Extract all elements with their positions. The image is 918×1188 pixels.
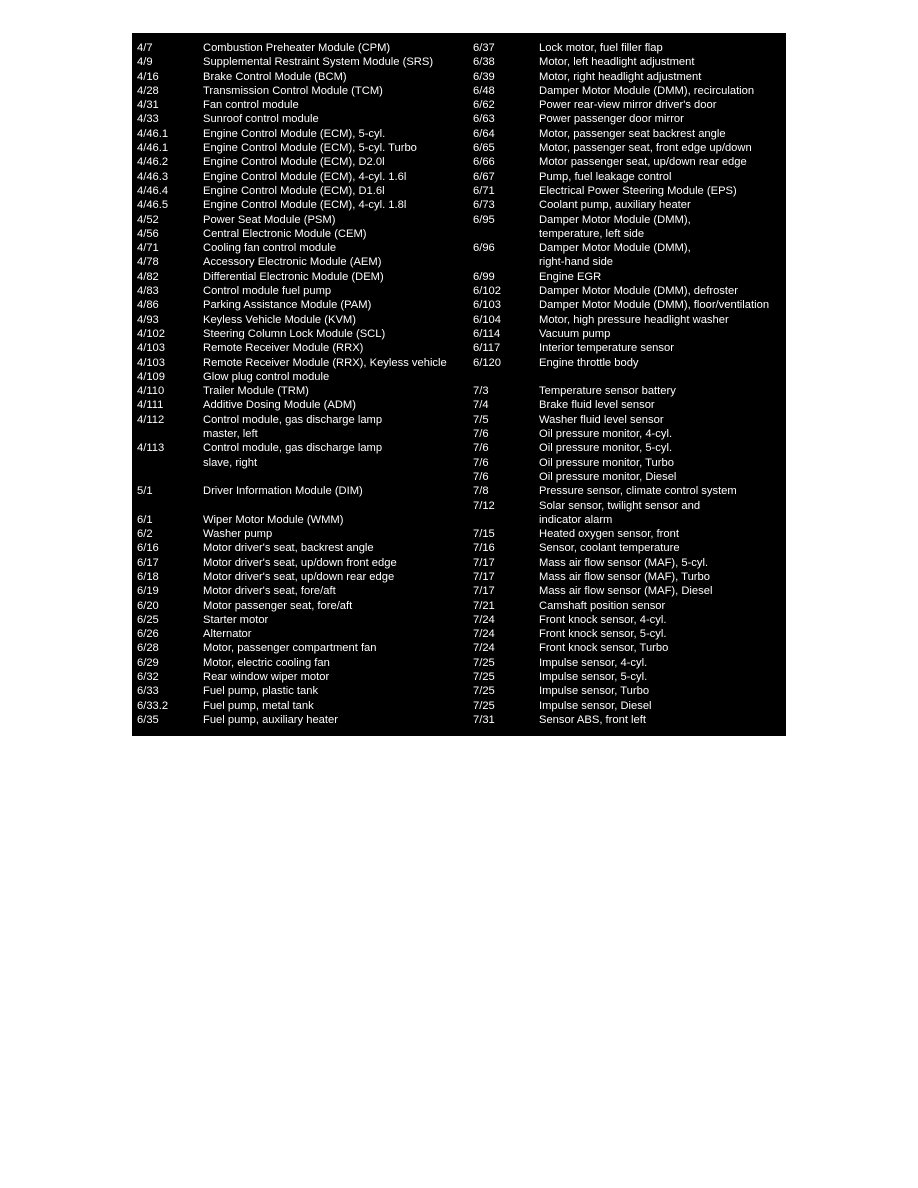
component-code: 4/46.5 (137, 199, 169, 212)
component-code: 6/48 (473, 84, 495, 97)
component-code: 6/20 (137, 599, 159, 612)
component-description: Temperature sensor battery (539, 385, 676, 398)
component-code: 6/73 (473, 199, 495, 212)
legend-row (473, 384, 783, 398)
legend-row (137, 570, 473, 584)
component-code: 6/65 (473, 142, 495, 155)
component-code: 6/95 (473, 213, 495, 226)
component-code: 4/110 (137, 385, 165, 398)
component-description: Additive Dosing Module (ADM) (203, 399, 356, 412)
legend-row (137, 155, 473, 169)
legend-row (137, 370, 473, 384)
component-description: Mass air flow sensor (MAF), 5-cyl. (539, 556, 709, 569)
legend-row (473, 570, 783, 584)
component-code: 7/25 (473, 656, 495, 669)
component-description: Motor driver's seat, backrest angle (203, 542, 374, 555)
legend-row (137, 313, 473, 327)
legend-row (473, 341, 783, 355)
legend-row (137, 441, 473, 455)
legend-row (137, 413, 473, 427)
legend-row (137, 627, 473, 641)
component-code: 6/16 (137, 542, 159, 555)
component-description: Mass air flow sensor (MAF), Turbo (539, 570, 710, 583)
component-description: Motor driver's seat, up/down front edge (203, 556, 397, 569)
component-description: Brake Control Module (BCM) (203, 70, 347, 83)
component-code: 6/17 (137, 556, 159, 569)
component-code: 7/24 (473, 628, 495, 641)
component-description: Pump, fuel leakage control (539, 170, 672, 183)
legend-row (473, 127, 783, 141)
legend-row (137, 213, 473, 227)
component-code: 4/9 (137, 56, 153, 69)
legend-row (473, 198, 783, 212)
component-code: 4/109 (137, 370, 165, 383)
legend-row (473, 499, 783, 513)
component-description: Heated oxygen sensor, front (539, 528, 679, 541)
legend-row (473, 284, 783, 298)
component-description: Motor, passenger seat backrest angle (539, 127, 726, 140)
component-description: Engine Control Module (ECM), 4-cyl. 1.8l (203, 199, 407, 212)
component-description: Front knock sensor, Turbo (539, 642, 669, 655)
component-description: Sunroof control module (203, 113, 319, 126)
component-code: 4/56 (137, 227, 159, 240)
legend-row (473, 584, 783, 598)
component-code: 6/32 (137, 671, 159, 684)
component-description: Power passenger door mirror (539, 113, 684, 126)
component-code: 4/93 (137, 313, 159, 326)
legend-row (473, 641, 783, 655)
legend-row (137, 527, 473, 541)
legend-row (137, 55, 473, 69)
legend-row (137, 699, 473, 713)
component-code: 4/28 (137, 84, 159, 97)
legend-row (137, 227, 473, 241)
legend-row (473, 84, 783, 98)
legend-row (137, 112, 473, 126)
component-code: 6/66 (473, 156, 495, 169)
component-description: Motor passenger seat, fore/aft (203, 599, 353, 612)
legend-row (473, 556, 783, 570)
legend-row (473, 441, 783, 455)
legend-row (473, 170, 783, 184)
legend-row (137, 284, 473, 298)
component-code: 6/71 (473, 184, 495, 197)
legend-row (137, 98, 473, 112)
component-description: Lock motor, fuel filler flap (539, 42, 663, 54)
component-description: slave, right (203, 456, 258, 469)
component-description: Interior temperature sensor (539, 342, 674, 355)
legend-row (137, 613, 473, 627)
component-description: temperature, left side (539, 227, 645, 240)
component-code: 6/63 (473, 113, 495, 126)
component-description: Damper Motor Module (DMM), (539, 213, 691, 226)
component-code: 6/117 (473, 342, 501, 355)
component-code: 4/46.3 (137, 170, 169, 183)
legend-row (473, 184, 783, 198)
legend-row (473, 656, 783, 670)
legend-row (473, 241, 783, 255)
legend-row (473, 541, 783, 555)
component-code: 6/1 (137, 513, 153, 526)
legend-row (137, 427, 473, 441)
component-code: 6/33 (137, 685, 159, 698)
component-code: 4/103 (137, 356, 165, 369)
legend-row (473, 112, 783, 126)
legend-row (473, 213, 783, 227)
component-description: Oil pressure monitor, 5-cyl. (539, 442, 673, 455)
component-description: Front knock sensor, 4-cyl. (539, 613, 667, 626)
component-code: 6/39 (473, 70, 495, 83)
component-description: Driver Information Module (DIM) (203, 485, 363, 498)
component-code: 4/103 (137, 342, 165, 355)
legend-row (137, 541, 473, 555)
component-code: 7/6 (473, 456, 489, 469)
component-description: Mass air flow sensor (MAF), Diesel (539, 585, 713, 598)
legend-row (137, 356, 473, 370)
component-description: Control module, gas discharge lamp (203, 413, 383, 426)
component-description: Damper Motor Module (DMM), (539, 242, 691, 255)
legend-row (473, 484, 783, 498)
legend-row (473, 356, 783, 370)
legend-row (473, 298, 783, 312)
legend-row (473, 713, 783, 727)
component-description: Combustion Preheater Module (CPM) (203, 42, 391, 54)
component-description: Motor, electric cooling fan (203, 656, 330, 669)
component-code: 7/17 (473, 570, 495, 583)
component-description: Steering Column Lock Module (SCL) (203, 327, 386, 340)
legend-row (137, 656, 473, 670)
component-description: Remote Receiver Module (RRX) (203, 342, 364, 355)
component-description: Motor, right headlight adjustment (539, 70, 702, 83)
legend-row (473, 599, 783, 613)
legend-row (137, 384, 473, 398)
component-code: 6/19 (137, 585, 159, 598)
component-description: Coolant pump, auxiliary heater (539, 199, 691, 212)
legend-row (137, 84, 473, 98)
component-code: 4/113 (137, 442, 165, 455)
component-code: 6/62 (473, 99, 495, 112)
component-description: Fuel pump, plastic tank (203, 685, 319, 698)
legend-column-right (473, 41, 783, 727)
component-code: 6/35 (137, 713, 159, 726)
component-code: 6/120 (473, 356, 501, 369)
legend-row (137, 556, 473, 570)
component-code: 4/102 (137, 327, 165, 340)
legend-row (137, 298, 473, 312)
component-description: Motor, passenger seat, front edge up/down (539, 142, 752, 155)
component-description: Damper Motor Module (DMM), recirculation (539, 84, 755, 97)
legend-row (137, 513, 473, 527)
component-description: Impulse sensor, Diesel (539, 699, 652, 712)
component-code: 7/15 (473, 528, 495, 541)
component-code: 4/46.2 (137, 156, 169, 169)
component-description: Alternator (203, 628, 252, 641)
component-code: 4/52 (137, 213, 159, 226)
component-description: Oil pressure monitor, Turbo (539, 456, 674, 469)
component-description: Oil pressure monitor, Diesel (539, 470, 677, 483)
component-code: 4/78 (137, 256, 159, 269)
component-description: Damper Motor Module (DMM), floor/ventilation (539, 299, 770, 312)
component-code: 4/46.4 (137, 184, 169, 197)
legend-row (137, 184, 473, 198)
legend-row (137, 70, 473, 84)
legend-row (473, 270, 783, 284)
legend-row (137, 241, 473, 255)
component-description: Sensor ABS, front left (539, 713, 646, 726)
component-description: Brake fluid level sensor (539, 399, 655, 412)
component-code: 4/46.1 (137, 142, 169, 155)
legend-row (137, 584, 473, 598)
component-code: 7/25 (473, 699, 495, 712)
component-code: 4/82 (137, 270, 159, 283)
component-description: Motor, high pressure headlight washer (539, 313, 729, 326)
component-description: Engine Control Module (ECM), 4-cyl. 1.6l (203, 170, 407, 183)
component-description: right-hand side (539, 256, 614, 269)
component-description: Motor driver's seat, up/down rear edge (203, 570, 395, 583)
legend-row (473, 456, 783, 470)
component-code: 6/114 (473, 327, 501, 340)
component-description: Fuel pump, metal tank (203, 699, 314, 712)
component-code: 6/102 (473, 285, 501, 298)
component-code: 7/3 (473, 385, 489, 398)
component-code: 7/17 (473, 585, 495, 598)
legend-row (137, 670, 473, 684)
component-code: 7/31 (473, 713, 495, 726)
component-code: 4/7 (137, 42, 153, 54)
component-description: Power Seat Module (PSM) (203, 213, 336, 226)
component-code: 7/8 (473, 485, 489, 498)
legend-row (137, 327, 473, 341)
component-description: Transmission Control Module (TCM) (203, 84, 383, 97)
component-description: Washer fluid level sensor (539, 413, 664, 426)
component-code: 6/64 (473, 127, 495, 140)
component-code: 6/2 (137, 528, 153, 541)
legend-row (137, 499, 473, 513)
legend-row (473, 513, 783, 527)
legend-row (473, 427, 783, 441)
legend-row (137, 270, 473, 284)
legend-row (137, 398, 473, 412)
component-description: Power rear-view mirror driver's door (539, 99, 717, 112)
legend-row (137, 255, 473, 269)
component-description: master, left (203, 428, 258, 441)
component-code: 6/26 (137, 628, 159, 641)
component-code: 6/96 (473, 242, 495, 255)
legend-row (473, 327, 783, 341)
component-description: Motor passenger seat, up/down rear edge (539, 156, 747, 169)
component-description: Engine Control Module (ECM), 5-cyl. (203, 127, 386, 140)
legend-row (473, 155, 783, 169)
legend-row (473, 55, 783, 69)
component-code: 7/4 (473, 399, 489, 412)
component-code: 5/1 (137, 485, 153, 498)
component-description: Central Electronic Module (CEM) (203, 227, 367, 240)
legend-row (137, 41, 473, 55)
component-code: 7/6 (473, 442, 489, 455)
component-code: 7/5 (473, 413, 489, 426)
legend-row (473, 413, 783, 427)
component-code: 7/21 (473, 599, 495, 612)
legend-row (137, 456, 473, 470)
component-code: 6/18 (137, 570, 159, 583)
legend-row (473, 699, 783, 713)
legend-row (137, 141, 473, 155)
component-description: Solar sensor, twilight sensor and (539, 499, 701, 512)
legend-row (473, 370, 783, 384)
component-description: Supplemental Restraint System Module (SRS) (203, 56, 434, 69)
component-description: Washer pump (203, 528, 273, 541)
legend-row (137, 127, 473, 141)
component-description: Trailer Module (TRM) (203, 385, 309, 398)
component-code: 7/16 (473, 542, 495, 555)
legend-row (137, 599, 473, 613)
component-description: Engine Control Module (ECM), D1.6l (203, 184, 385, 197)
component-description: Motor, passenger compartment fan (203, 642, 377, 655)
component-description: Starter motor (203, 613, 269, 626)
component-description: Accessory Electronic Module (AEM) (203, 256, 382, 269)
component-description: Fan control module (203, 99, 299, 112)
component-description: Pressure sensor, climate control system (539, 485, 737, 498)
component-code: 7/25 (473, 685, 495, 698)
component-code: 7/24 (473, 613, 495, 626)
legend-row (137, 341, 473, 355)
component-description: Control module, gas discharge lamp (203, 442, 383, 455)
legend-row (473, 41, 783, 55)
component-legend-panel (132, 33, 786, 736)
legend-row (137, 170, 473, 184)
component-description: indicator alarm (539, 513, 613, 526)
component-code: 6/103 (473, 299, 501, 312)
component-description: Oil pressure monitor, 4-cyl. (539, 428, 673, 441)
component-code: 6/37 (473, 42, 495, 54)
legend-row (473, 313, 783, 327)
component-description: Parking Assistance Module (PAM) (203, 299, 372, 312)
component-description: Sensor, coolant temperature (539, 542, 680, 555)
component-code: 7/24 (473, 642, 495, 655)
component-code: 4/31 (137, 99, 159, 112)
legend-row (137, 684, 473, 698)
legend-row (473, 527, 783, 541)
component-description: Glow plug control module (203, 370, 330, 383)
legend-row (473, 684, 783, 698)
component-description: Impulse sensor, 5-cyl. (539, 671, 648, 684)
component-code: 7/17 (473, 556, 495, 569)
component-code: 4/111 (137, 399, 164, 412)
component-code: 6/25 (137, 613, 159, 626)
component-description: Vacuum pump (539, 327, 611, 340)
legend-row (473, 70, 783, 84)
component-code: 4/112 (137, 413, 165, 426)
component-code: 4/46.1 (137, 127, 169, 140)
component-description: Front knock sensor, 5-cyl. (539, 628, 667, 641)
legend-row (473, 227, 783, 241)
component-code: 4/33 (137, 113, 159, 126)
component-description: Control module fuel pump (203, 285, 332, 298)
component-description: Impulse sensor, 4-cyl. (539, 656, 648, 669)
component-code: 4/83 (137, 285, 159, 298)
component-description: Differential Electronic Module (DEM) (203, 270, 384, 283)
legend-row (473, 470, 783, 484)
component-description: Keyless Vehicle Module (KVM) (203, 313, 356, 326)
legend-row (137, 198, 473, 212)
legend-row (137, 713, 473, 727)
legend-row (473, 255, 783, 269)
legend-row (137, 484, 473, 498)
legend-row (473, 98, 783, 112)
component-code: 6/67 (473, 170, 495, 183)
component-description: Wiper Motor Module (WMM) (203, 513, 344, 526)
component-description: Engine throttle body (539, 356, 639, 369)
component-code: 6/104 (473, 313, 501, 326)
component-description: Rear window wiper motor (203, 671, 330, 684)
legend-row (473, 613, 783, 627)
component-code: 7/6 (473, 428, 489, 441)
component-description: Electrical Power Steering Module (EPS) (539, 184, 737, 197)
component-code: 6/38 (473, 56, 495, 69)
component-description: Damper Motor Module (DMM), defroster (539, 285, 738, 298)
legend-row (473, 141, 783, 155)
component-description: Cooling fan control module (203, 242, 337, 255)
component-code: 6/33.2 (137, 699, 169, 712)
component-code: 4/86 (137, 299, 159, 312)
legend-row (137, 470, 473, 484)
component-description: Impulse sensor, Turbo (539, 685, 650, 698)
component-description: Fuel pump, auxiliary heater (203, 713, 338, 726)
component-description: Engine EGR (539, 270, 602, 283)
legend-row (473, 670, 783, 684)
component-code: 6/99 (473, 270, 495, 283)
component-code: 6/29 (137, 656, 159, 669)
component-description: Motor driver's seat, fore/aft (203, 585, 336, 598)
legend-row (137, 641, 473, 655)
component-code: 7/12 (473, 499, 495, 512)
component-code: 4/16 (137, 70, 159, 83)
component-code: 7/25 (473, 671, 495, 684)
component-description: Camshaft position sensor (539, 599, 666, 612)
component-description: Motor, left headlight adjustment (539, 56, 695, 69)
legend-row (473, 627, 783, 641)
component-description: Engine Control Module (ECM), 5-cyl. Turbo (203, 142, 417, 155)
component-code: 7/6 (473, 470, 489, 483)
component-description: Engine Control Module (ECM), D2.0l (203, 156, 385, 169)
component-description: Remote Receiver Module (RRX), Keyless vehicle (203, 356, 447, 369)
component-code: 4/71 (137, 242, 159, 255)
legend-row (473, 398, 783, 412)
legend-column-left (137, 41, 473, 727)
component-code: 6/28 (137, 642, 159, 655)
